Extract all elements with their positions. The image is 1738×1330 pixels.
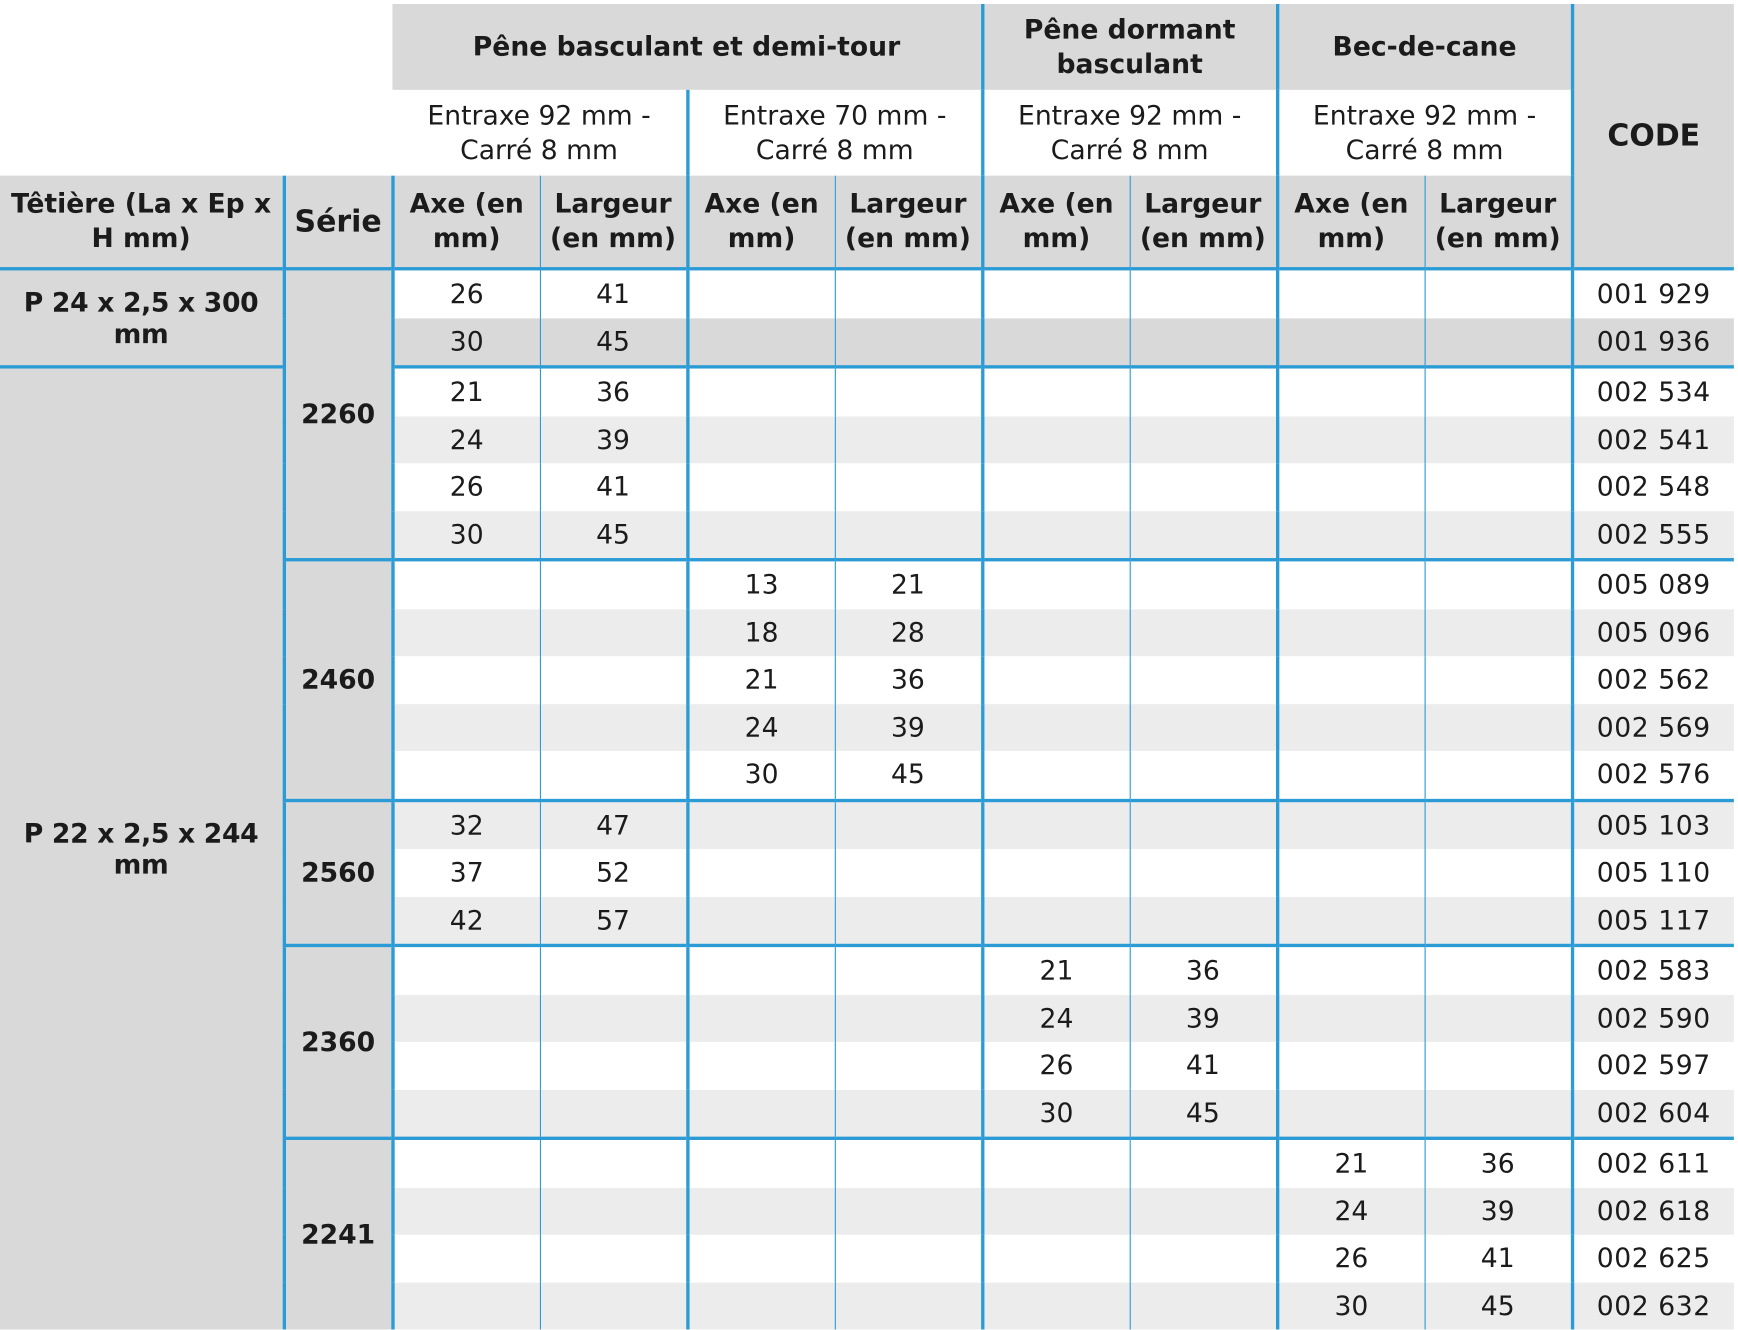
axe-cell — [982, 1138, 1129, 1187]
axe-cell — [1277, 704, 1424, 751]
largeur-cell — [1130, 416, 1277, 463]
largeur-cell — [540, 609, 687, 656]
largeur-cell — [1130, 269, 1277, 318]
axe-cell: 21 — [982, 945, 1129, 994]
subheader-entraxe-1: Entraxe 92 mm - Carré 8 mm — [427, 99, 651, 166]
axe-cell — [1277, 367, 1424, 416]
largeur-cell: 21 — [835, 560, 982, 609]
axe-cell — [1277, 994, 1424, 1041]
axe-cell — [687, 896, 834, 945]
largeur-cell — [1425, 1042, 1572, 1089]
largeur-cell — [540, 1187, 687, 1234]
largeur-cell — [1425, 656, 1572, 703]
code-cell: 002 555 — [1572, 511, 1734, 560]
largeur-cell — [835, 1235, 982, 1282]
axe-cell: 26 — [392, 463, 539, 510]
largeur-cell: 45 — [1425, 1282, 1572, 1329]
axe-cell — [687, 511, 834, 560]
axe-cell: 30 — [1277, 1282, 1424, 1329]
largeur-cell — [1130, 1235, 1277, 1282]
axe-cell: 24 — [687, 704, 834, 751]
largeur-cell: 45 — [540, 511, 687, 560]
code-cell: 002 590 — [1572, 994, 1734, 1041]
code-cell: 002 583 — [1572, 945, 1734, 994]
axe-cell — [982, 704, 1129, 751]
largeur-cell — [1425, 463, 1572, 510]
largeur-cell — [1425, 318, 1572, 367]
largeur-cell — [1425, 1089, 1572, 1138]
largeur-cell: 39 — [1425, 1187, 1572, 1234]
code-cell: 001 929 — [1572, 269, 1734, 318]
axe-cell — [1277, 656, 1424, 703]
serie-cell: 2260 — [284, 269, 393, 560]
blank-corner-2 — [0, 90, 392, 176]
axe-cell — [1277, 1089, 1424, 1138]
axe-cell — [392, 751, 539, 800]
axe-cell — [687, 994, 834, 1041]
code-cell: 002 618 — [1572, 1187, 1734, 1234]
largeur-cell — [1130, 367, 1277, 416]
product-table — [0, 4, 1734, 1329]
axe-cell — [982, 367, 1129, 416]
axe-cell — [687, 1089, 834, 1138]
largeur-cell — [1425, 751, 1572, 800]
largeur-cell — [1425, 945, 1572, 994]
axe-cell — [1277, 318, 1424, 367]
largeur-cell — [835, 416, 982, 463]
largeur-cell — [1130, 1187, 1277, 1234]
axe-cell — [687, 945, 834, 994]
axe-cell — [687, 1138, 834, 1187]
axe-cell: 18 — [687, 609, 834, 656]
largeur-cell — [1130, 560, 1277, 609]
largeur-cell — [1130, 704, 1277, 751]
largeur-cell — [835, 367, 982, 416]
header-axe: Axe (en mm) — [982, 176, 1129, 269]
code-cell: 002 534 — [1572, 367, 1734, 416]
largeur-cell — [1130, 511, 1277, 560]
axe-cell: 42 — [392, 896, 539, 945]
subheader-entraxe-3: Entraxe 92 mm - Carré 8 mm — [982, 90, 1277, 176]
axe-cell — [1277, 416, 1424, 463]
axe-cell: 37 — [392, 849, 539, 896]
largeur-cell — [1130, 656, 1277, 703]
largeur-cell — [540, 945, 687, 994]
header-largeur: Largeur (en mm) — [1130, 176, 1277, 269]
largeur-cell — [1130, 318, 1277, 367]
largeur-cell — [540, 1282, 687, 1329]
serie-cell: 2360 — [284, 945, 393, 1138]
largeur-cell — [540, 656, 687, 703]
largeur-cell: 47 — [540, 800, 687, 849]
largeur-cell — [835, 1089, 982, 1138]
largeur-cell: 52 — [540, 849, 687, 896]
code-cell: 002 611 — [1572, 1138, 1734, 1187]
axe-cell — [1277, 849, 1424, 896]
code-cell: 002 576 — [1572, 751, 1734, 800]
code-cell: 005 089 — [1572, 560, 1734, 609]
axe-cell: 32 — [392, 800, 539, 849]
largeur-cell — [835, 269, 982, 318]
axe-cell — [687, 800, 834, 849]
largeur-cell — [540, 1235, 687, 1282]
axe-cell — [392, 704, 539, 751]
code-cell: 002 597 — [1572, 1042, 1734, 1089]
largeur-cell — [540, 704, 687, 751]
axe-cell: 24 — [1277, 1187, 1424, 1234]
header-group-bec-de-cane: Bec-de-cane — [1277, 4, 1572, 90]
largeur-cell — [835, 849, 982, 896]
code-cell: 002 541 — [1572, 416, 1734, 463]
largeur-cell — [835, 1138, 982, 1187]
axe-cell: 30 — [392, 318, 539, 367]
table-row — [0, 269, 1734, 318]
axe-cell — [982, 751, 1129, 800]
axe-cell — [392, 1042, 539, 1089]
axe-cell — [1277, 945, 1424, 994]
axe-cell — [687, 1282, 834, 1329]
largeur-cell — [540, 994, 687, 1041]
axe-cell — [1277, 896, 1424, 945]
largeur-cell — [1425, 994, 1572, 1041]
largeur-cell — [1130, 609, 1277, 656]
largeur-cell: 45 — [1130, 1089, 1277, 1138]
header-largeur: Largeur (en mm) — [835, 176, 982, 269]
axe-cell — [982, 318, 1129, 367]
code-cell: 005 110 — [1572, 849, 1734, 896]
largeur-cell: 36 — [1425, 1138, 1572, 1187]
largeur-cell: 39 — [835, 704, 982, 751]
largeur-cell — [1130, 751, 1277, 800]
largeur-cell — [835, 896, 982, 945]
axe-cell: 26 — [982, 1042, 1129, 1089]
axe-cell — [392, 945, 539, 994]
largeur-cell — [1425, 896, 1572, 945]
header-axe: Axe (en mm) — [687, 176, 834, 269]
largeur-cell: 45 — [835, 751, 982, 800]
table-body — [0, 269, 1734, 1330]
largeur-cell — [1130, 896, 1277, 945]
largeur-cell — [1130, 463, 1277, 510]
code-cell: 001 936 — [1572, 318, 1734, 367]
largeur-cell: 41 — [1425, 1235, 1572, 1282]
largeur-cell: 39 — [1130, 994, 1277, 1041]
largeur-cell — [835, 463, 982, 510]
axe-cell — [687, 318, 834, 367]
largeur-cell: 28 — [835, 609, 982, 656]
axe-cell: 21 — [392, 367, 539, 416]
header-axe: Axe (en mm) — [392, 176, 539, 269]
axe-cell — [982, 1187, 1129, 1234]
axe-cell — [1277, 800, 1424, 849]
axe-cell — [687, 269, 834, 318]
code-cell: 005 117 — [1572, 896, 1734, 945]
header-tetiere: Têtière (La x Ep x H mm) — [0, 176, 284, 269]
largeur-cell — [1425, 367, 1572, 416]
axe-cell — [982, 656, 1129, 703]
serie-cell: 2460 — [284, 560, 393, 800]
largeur-cell — [835, 318, 982, 367]
axe-cell: 30 — [982, 1089, 1129, 1138]
axe-cell: 21 — [687, 656, 834, 703]
largeur-cell — [835, 511, 982, 560]
largeur-cell: 39 — [540, 416, 687, 463]
largeur-cell — [1425, 849, 1572, 896]
axe-cell — [982, 416, 1129, 463]
header-code: CODE — [1572, 4, 1734, 269]
largeur-cell — [1425, 511, 1572, 560]
axe-cell — [392, 1282, 539, 1329]
largeur-cell — [1130, 800, 1277, 849]
largeur-cell — [1130, 1282, 1277, 1329]
serie-cell: 2241 — [284, 1138, 393, 1329]
axe-cell — [1277, 511, 1424, 560]
axe-cell — [392, 1138, 539, 1187]
axe-cell: 26 — [392, 269, 539, 318]
code-cell: 002 569 — [1572, 704, 1734, 751]
header-group-pene-basculant: Pêne basculant et demi-tour — [392, 4, 982, 90]
axe-cell: 24 — [982, 994, 1129, 1041]
axe-cell — [392, 1187, 539, 1234]
largeur-cell — [835, 1282, 982, 1329]
axe-cell — [1277, 269, 1424, 318]
code-cell: 002 625 — [1572, 1235, 1734, 1282]
axe-cell — [687, 367, 834, 416]
largeur-cell — [540, 560, 687, 609]
axe-cell — [982, 1235, 1129, 1282]
axe-cell — [392, 560, 539, 609]
axe-cell — [687, 1187, 834, 1234]
axe-cell — [982, 269, 1129, 318]
largeur-cell — [1425, 560, 1572, 609]
code-cell: 002 562 — [1572, 656, 1734, 703]
axe-cell — [1277, 1042, 1424, 1089]
axe-cell — [392, 1089, 539, 1138]
axe-cell — [687, 1042, 834, 1089]
axe-cell — [392, 1235, 539, 1282]
axe-cell — [687, 849, 834, 896]
axe-cell — [982, 896, 1129, 945]
tetiere-cell: P 22 x 2,5 x 244 mm — [0, 367, 284, 1330]
largeur-cell — [835, 945, 982, 994]
axe-cell — [982, 511, 1129, 560]
axe-cell — [687, 1235, 834, 1282]
largeur-cell: 36 — [1130, 945, 1277, 994]
axe-cell — [982, 849, 1129, 896]
largeur-cell: 36 — [835, 656, 982, 703]
axe-cell — [982, 800, 1129, 849]
largeur-cell: 41 — [540, 269, 687, 318]
subheader-entraxe-2: Entraxe 70 mm - Carré 8 mm — [687, 90, 982, 176]
axe-cell — [982, 560, 1129, 609]
largeur-cell: 45 — [540, 318, 687, 367]
largeur-cell — [1425, 609, 1572, 656]
code-cell: 005 096 — [1572, 609, 1734, 656]
largeur-cell — [835, 1042, 982, 1089]
axe-cell: 24 — [392, 416, 539, 463]
subheader-entraxe-4: Entraxe 92 mm - Carré 8 mm — [1277, 90, 1572, 176]
largeur-cell — [835, 800, 982, 849]
largeur-cell — [1130, 849, 1277, 896]
axe-cell — [392, 609, 539, 656]
axe-cell: 13 — [687, 560, 834, 609]
largeur-cell: 41 — [1130, 1042, 1277, 1089]
axe-cell: 21 — [1277, 1138, 1424, 1187]
axe-cell: 30 — [687, 751, 834, 800]
axe-cell — [1277, 609, 1424, 656]
largeur-cell — [540, 1042, 687, 1089]
blank-corner — [0, 4, 392, 90]
code-cell: 002 548 — [1572, 463, 1734, 510]
largeur-cell: 41 — [540, 463, 687, 510]
axe-cell — [392, 656, 539, 703]
largeur-cell — [540, 1089, 687, 1138]
header-group-pene-dormant: Pêne dormant basculant — [982, 4, 1277, 90]
axe-cell — [1277, 751, 1424, 800]
axe-cell — [1277, 463, 1424, 510]
largeur-cell — [1130, 1138, 1277, 1187]
largeur-cell — [1425, 416, 1572, 463]
largeur-cell — [1425, 800, 1572, 849]
axe-cell — [982, 609, 1129, 656]
header-axe: Axe (en mm) — [1277, 176, 1424, 269]
header-largeur: Largeur (en mm) — [540, 176, 687, 269]
tetiere-cell: P 24 x 2,5 x 300 mm — [0, 269, 284, 367]
axe-cell — [687, 463, 834, 510]
largeur-cell: 57 — [540, 896, 687, 945]
code-cell: 005 103 — [1572, 800, 1734, 849]
largeur-cell — [1425, 269, 1572, 318]
table-row — [0, 367, 1734, 416]
axe-cell — [982, 463, 1129, 510]
largeur-cell — [835, 1187, 982, 1234]
axe-cell — [687, 416, 834, 463]
code-cell: 002 632 — [1572, 1282, 1734, 1329]
axe-cell — [982, 1282, 1129, 1329]
axe-cell — [392, 994, 539, 1041]
header-largeur: Largeur (en mm) — [1425, 176, 1572, 269]
largeur-cell — [540, 1138, 687, 1187]
axe-cell: 26 — [1277, 1235, 1424, 1282]
axe-cell: 30 — [392, 511, 539, 560]
axe-cell — [1277, 560, 1424, 609]
largeur-cell: 36 — [540, 367, 687, 416]
header-serie: Série — [284, 176, 393, 269]
largeur-cell — [835, 994, 982, 1041]
serie-cell: 2560 — [284, 800, 393, 945]
largeur-cell — [1425, 704, 1572, 751]
largeur-cell — [540, 751, 687, 800]
code-cell: 002 604 — [1572, 1089, 1734, 1138]
